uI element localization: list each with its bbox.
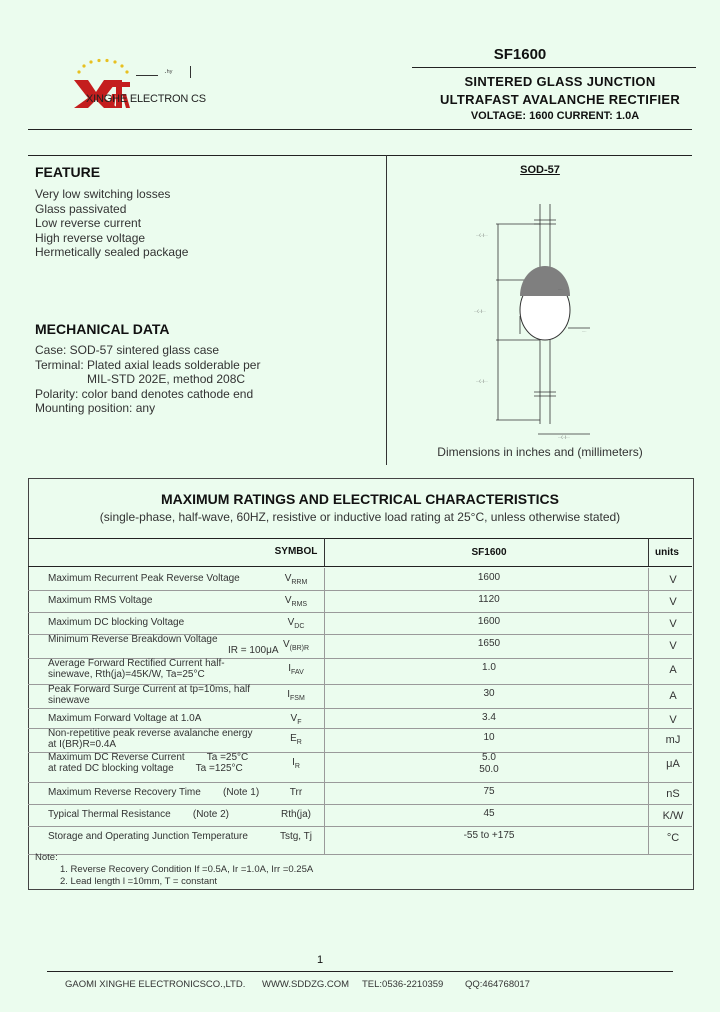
row-parameter-line: IR = 100μA bbox=[228, 645, 279, 656]
col-symbol-header: SYMBOL bbox=[274, 546, 318, 557]
row-symbol bbox=[266, 573, 326, 586]
row-value bbox=[434, 594, 544, 606]
mechanical-item: Polarity: color band denotes cathode end bbox=[35, 386, 254, 401]
logo-mark-lines: ·ʰʸ bbox=[136, 66, 192, 80]
svg-text:....: .... bbox=[558, 286, 563, 291]
row-symbol bbox=[266, 689, 326, 702]
row-value-line: 1120 bbox=[478, 594, 500, 605]
row-value bbox=[434, 830, 544, 842]
mechanical-item: Terminal: Plated axial leads solderable per bbox=[35, 357, 261, 372]
row-value-line: 75 bbox=[483, 786, 495, 797]
symbol-subscript: R bbox=[294, 763, 300, 770]
col-divider bbox=[324, 634, 325, 658]
row-value-line: 1600 bbox=[477, 572, 501, 583]
row-value-line: 50.0 bbox=[479, 764, 499, 775]
symbol-main: V bbox=[284, 595, 292, 606]
symbol-main: Tstg, Tj bbox=[279, 831, 313, 842]
section-top-line bbox=[28, 155, 692, 156]
company-name: XINGHE ELECTRON CS bbox=[86, 93, 206, 105]
col-divider bbox=[648, 634, 649, 658]
row-value-line: -55 to +175 bbox=[463, 830, 515, 841]
symbol-main: V bbox=[284, 573, 292, 584]
col-divider bbox=[324, 658, 325, 684]
row-value bbox=[434, 572, 544, 584]
table-row bbox=[28, 804, 692, 826]
svg-text:...(..)...: ...(..)... bbox=[558, 434, 570, 439]
symbol-subscript: FSM bbox=[290, 695, 305, 702]
col-divider bbox=[648, 590, 649, 612]
table-row bbox=[28, 728, 692, 750]
col-divider bbox=[648, 826, 649, 854]
row-parameter-line: Maximum Recurrent Peak Reverse Voltage bbox=[48, 573, 240, 584]
svg-text:....: .... bbox=[582, 328, 587, 333]
symbol-main: V bbox=[290, 713, 298, 724]
symbol-subscript: RMS bbox=[291, 601, 308, 608]
note-2: 2. Lead length l =10mm, T = constant bbox=[60, 876, 218, 887]
col-divider bbox=[324, 590, 325, 612]
row-value bbox=[434, 732, 544, 744]
row-unit: mJ bbox=[665, 734, 681, 746]
row-value bbox=[434, 638, 544, 650]
col-divider bbox=[648, 708, 649, 728]
page-number: 1 bbox=[316, 954, 324, 966]
row-unit: V bbox=[669, 714, 677, 726]
row-value-line: 5.0 bbox=[482, 752, 496, 763]
col-divider bbox=[648, 568, 649, 590]
notes-label: Note: bbox=[35, 852, 58, 863]
header-separator bbox=[28, 129, 692, 130]
row-parameter-line: Maximum DC blocking Voltage bbox=[48, 617, 185, 628]
col-divider bbox=[648, 752, 649, 782]
symbol-subscript: F bbox=[297, 719, 302, 726]
col-divider bbox=[648, 684, 649, 708]
note-1: 1. Reverse Recovery Condition If =0.5A, Ir =1.0A, Irr =0.25A bbox=[60, 864, 314, 875]
row-symbol bbox=[266, 733, 326, 746]
symbol-subscript: DC bbox=[294, 623, 305, 630]
feature-item: Very low switching losses bbox=[35, 187, 171, 201]
row-parameter-line: Maximum Forward Voltage at 1.0A bbox=[48, 713, 202, 724]
row-value-line: 1600 bbox=[477, 616, 501, 627]
symbol-main: E bbox=[290, 733, 297, 744]
col-value-header: SF1600 bbox=[471, 547, 507, 558]
mechanical-item: Mounting position: any bbox=[35, 401, 156, 416]
feature-item: Hermetically sealed package bbox=[35, 245, 189, 260]
svg-text:...(..)...: ...(..)... bbox=[474, 308, 486, 313]
row-parameter bbox=[48, 713, 298, 724]
row-unit: nS bbox=[666, 788, 680, 800]
row-parameter-line: Storage and Operating Junction Temperature bbox=[48, 831, 248, 842]
row-unit: V bbox=[669, 618, 677, 630]
table-header-top bbox=[28, 538, 692, 539]
row-parameter-line: Peak Forward Surge Current at tp=10ms, half bbox=[48, 684, 251, 695]
row-parameter-line: Maximum DC Reverse Current Ta =25°C bbox=[48, 752, 249, 763]
table-row bbox=[28, 590, 692, 612]
ratings-table bbox=[28, 538, 692, 854]
footer-line bbox=[47, 971, 673, 972]
row-value-line: 1650 bbox=[477, 638, 501, 649]
col-divider bbox=[324, 708, 325, 728]
symbol-subscript: R bbox=[296, 739, 302, 746]
row-symbol bbox=[266, 617, 326, 630]
table-header-bottom bbox=[28, 566, 692, 567]
feature-title: FEATURE bbox=[35, 164, 101, 180]
row-parameter-line: Maximum Reverse Recovery Time (Note 1) bbox=[48, 787, 260, 798]
row-unit: V bbox=[669, 574, 677, 586]
row-symbol bbox=[266, 757, 326, 770]
feature-item: Low reverse current bbox=[35, 216, 142, 231]
row-divider bbox=[28, 854, 692, 855]
row-parameter bbox=[48, 684, 298, 706]
col-divider bbox=[324, 612, 325, 634]
ratings-subtitle: (single-phase, half-wave, 60HZ, resistive or inductive load rating at 25°C, unless otherwise stated) bbox=[99, 510, 621, 524]
row-parameter bbox=[48, 617, 298, 628]
row-parameter bbox=[48, 752, 298, 774]
symbol-main: I bbox=[292, 757, 295, 768]
row-unit: K/W bbox=[662, 810, 684, 822]
row-value bbox=[434, 808, 544, 820]
header-col-divider-2 bbox=[648, 538, 649, 566]
svg-text:...(..)...: ...(..)... bbox=[476, 232, 488, 237]
footer-phone: TEL:0536-2210359 bbox=[362, 979, 444, 990]
table-row bbox=[28, 708, 692, 730]
col-divider bbox=[324, 728, 325, 752]
row-parameter bbox=[48, 809, 298, 820]
col-divider bbox=[648, 612, 649, 634]
row-symbol bbox=[266, 639, 326, 652]
title-line-2: ULTRAFAST AVALANCHE RECTIFIER bbox=[439, 92, 681, 107]
table-row bbox=[28, 658, 692, 680]
row-parameter-line: Average Forward Rectified Current half- bbox=[48, 658, 225, 669]
ratings-title: MAXIMUM RATINGS AND ELECTRICAL CHARACTERISTICS bbox=[161, 491, 559, 507]
col-divider bbox=[324, 826, 325, 854]
header-col-divider bbox=[324, 538, 325, 566]
row-value bbox=[434, 712, 544, 724]
row-symbol bbox=[266, 831, 326, 842]
symbol-main: V bbox=[282, 639, 290, 650]
row-parameter bbox=[48, 831, 298, 842]
mechanical-item: Case: SOD-57 sintered glass case bbox=[35, 343, 220, 357]
table-row bbox=[28, 612, 692, 634]
row-parameter bbox=[48, 728, 298, 750]
col-divider bbox=[324, 782, 325, 804]
row-unit: °C bbox=[666, 832, 680, 844]
package-label: SOD-57 bbox=[520, 164, 560, 176]
title-divider bbox=[412, 67, 696, 68]
row-parameter bbox=[48, 787, 298, 798]
row-value bbox=[434, 688, 544, 700]
col-divider bbox=[648, 804, 649, 826]
symbol-main: Trr bbox=[289, 787, 303, 798]
package-outline-drawing bbox=[470, 184, 620, 440]
symbol-main: I bbox=[287, 689, 290, 700]
row-symbol bbox=[266, 595, 326, 608]
col-divider bbox=[324, 804, 325, 826]
symbol-main: V bbox=[287, 617, 295, 628]
svg-text:...(..)...: ...(..)... bbox=[476, 378, 488, 383]
feature-item: Glass passivated bbox=[35, 201, 127, 216]
row-parameter bbox=[48, 595, 298, 606]
row-parameter bbox=[48, 573, 298, 584]
symbol-main: I bbox=[288, 663, 292, 674]
row-symbol bbox=[266, 713, 326, 726]
footer-website: WWW.SDDZG.COM bbox=[262, 979, 350, 990]
col-divider bbox=[648, 782, 649, 804]
row-unit: V bbox=[669, 640, 677, 652]
table-row bbox=[28, 826, 692, 848]
table-row bbox=[28, 782, 692, 804]
title-line-3: VOLTAGE: 1600 CURRENT: 1.0A bbox=[470, 110, 640, 122]
row-value-line: 3.4 bbox=[482, 712, 496, 723]
feature-item: High reverse voltage bbox=[35, 230, 146, 245]
symbol-main: Rth(ja) bbox=[280, 809, 311, 820]
row-parameter-line: sinewave bbox=[48, 695, 90, 706]
logo-stars-icon bbox=[77, 59, 128, 74]
row-symbol bbox=[266, 809, 326, 820]
row-symbol bbox=[266, 787, 326, 798]
symbol-subscript: (BR)R bbox=[289, 645, 310, 652]
row-parameter-line: Typical Thermal Resistance (Note 2) bbox=[48, 809, 229, 820]
row-unit: A bbox=[669, 690, 677, 702]
col-divider bbox=[324, 752, 325, 782]
column-divider bbox=[386, 155, 387, 465]
table-row bbox=[28, 684, 692, 706]
row-unit: A bbox=[669, 664, 677, 676]
row-parameter-line: Non-repetitive peak reverse avalanche energy bbox=[48, 728, 253, 739]
row-value-line: 45 bbox=[483, 808, 495, 819]
col-units-header: units bbox=[655, 547, 679, 558]
part-number: SF1600 bbox=[493, 46, 547, 63]
row-value bbox=[434, 786, 544, 798]
row-value bbox=[434, 616, 544, 628]
row-value-line: 30 bbox=[483, 688, 495, 699]
mechanical-item: MIL-STD 202E, method 208C bbox=[87, 372, 246, 387]
symbol-subscript: RRM bbox=[291, 579, 308, 586]
table-row bbox=[28, 752, 692, 774]
row-parameter-line: Maximum RMS Voltage bbox=[48, 595, 153, 606]
row-unit: μA bbox=[666, 758, 680, 770]
feature-list bbox=[35, 187, 375, 260]
table-row bbox=[28, 568, 692, 590]
row-value-line: 1.0 bbox=[482, 662, 496, 673]
row-parameter-line: at I(BR)R=0.4A bbox=[48, 739, 117, 750]
dimensions-caption: Dimensions in inches and (millimeters) bbox=[437, 445, 643, 459]
footer-qq: QQ:464768017 bbox=[465, 979, 530, 990]
row-value bbox=[434, 662, 544, 674]
row-parameter-line: at rated DC blocking voltage Ta =125°C bbox=[48, 763, 243, 774]
col-divider bbox=[324, 568, 325, 590]
col-divider bbox=[648, 728, 649, 752]
footer-company: GAOMI XINGHE ELECTRONICSCO.,LTD. bbox=[65, 979, 246, 990]
col-divider bbox=[648, 658, 649, 684]
row-unit: V bbox=[669, 596, 677, 608]
title-line-1: SINTERED GLASS JUNCTION bbox=[464, 74, 656, 89]
row-parameter-line: sinewave, Rth(ja)=45K/W, Ta=25°C bbox=[48, 669, 205, 680]
table-row bbox=[28, 634, 692, 656]
row-parameter bbox=[48, 658, 298, 680]
col-divider bbox=[324, 684, 325, 708]
row-parameter-line: Minimum Reverse Breakdown Voltage bbox=[48, 634, 218, 645]
mechanical-list bbox=[35, 343, 375, 416]
row-value-line: 10 bbox=[483, 732, 495, 743]
mechanical-title: MECHANICAL DATA bbox=[35, 321, 170, 337]
row-value bbox=[434, 752, 544, 776]
row-parameter bbox=[48, 634, 298, 656]
row-symbol bbox=[266, 663, 326, 676]
symbol-subscript: FAV bbox=[291, 669, 304, 676]
